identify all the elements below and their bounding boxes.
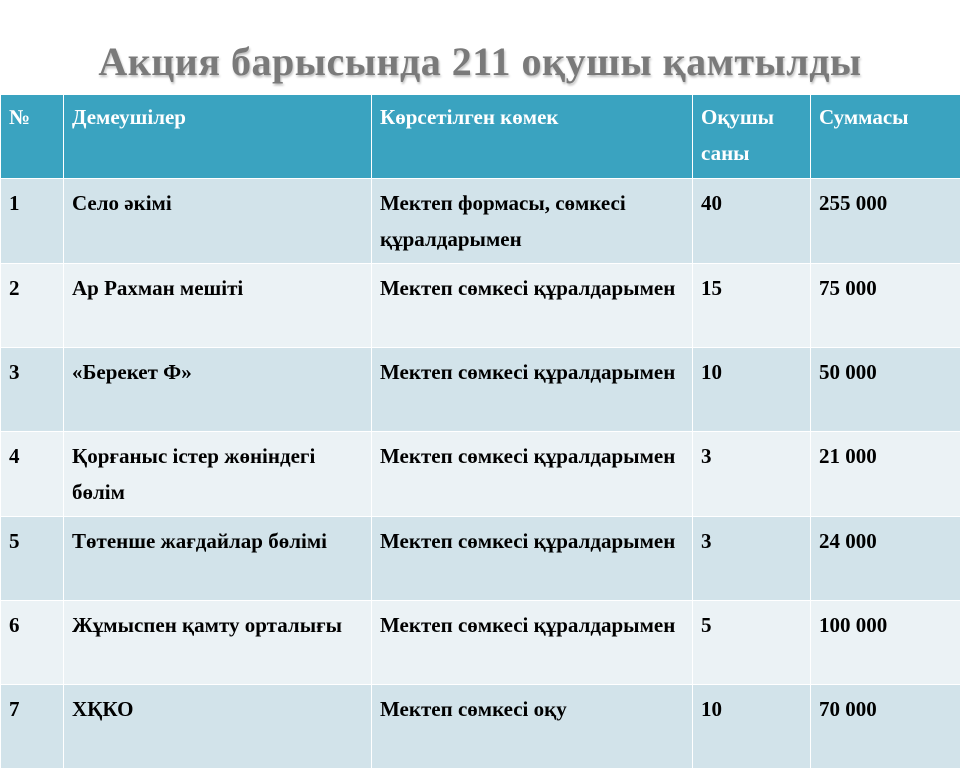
cell-amount: 50 000 bbox=[811, 348, 960, 432]
cell-amount: 70 000 bbox=[811, 685, 960, 769]
cell-help: Мектеп сөмкесі құралдарымен bbox=[372, 517, 693, 601]
header-sponsors: Демеушілер bbox=[64, 95, 372, 179]
cell-amount: 75 000 bbox=[811, 264, 960, 348]
cell-sponsor: «Берекет Ф» bbox=[64, 348, 372, 432]
cell-help: Мектеп сөмкесі оқу bbox=[372, 685, 693, 769]
cell-amount: 21 000 bbox=[811, 432, 960, 517]
cell-number: 2 bbox=[1, 264, 64, 348]
cell-student-count: 40 bbox=[693, 179, 811, 264]
cell-help: Мектеп сөмкесі құралдарымен bbox=[372, 432, 693, 517]
header-student-count: Оқушы саны bbox=[693, 95, 811, 179]
cell-student-count: 10 bbox=[693, 348, 811, 432]
cell-sponsor: Село әкімі bbox=[64, 179, 372, 264]
table-row bbox=[1, 685, 960, 769]
cell-help: Мектеп формасы, сөмкесі құралдарымен bbox=[372, 179, 693, 264]
cell-number: 3 bbox=[1, 348, 64, 432]
header-amount: Суммасы bbox=[811, 95, 960, 179]
cell-student-count: 3 bbox=[693, 517, 811, 601]
cell-student-count: 3 bbox=[693, 432, 811, 517]
cell-amount: 24 000 bbox=[811, 517, 960, 601]
cell-help: Мектеп сөмкесі құралдарымен bbox=[372, 601, 693, 685]
table-row bbox=[1, 432, 960, 517]
header-help-provided: Көрсетілген көмек bbox=[372, 95, 693, 179]
table-header-row bbox=[1, 95, 960, 179]
cell-number: 4 bbox=[1, 432, 64, 517]
cell-sponsor: Жұмыспен қамту орталығы bbox=[64, 601, 372, 685]
sponsors-table bbox=[0, 94, 960, 769]
cell-sponsor: Ар Рахман мешіті bbox=[64, 264, 372, 348]
cell-number: 7 bbox=[1, 685, 64, 769]
table-row bbox=[1, 517, 960, 601]
cell-help: Мектеп сөмкесі құралдарымен bbox=[372, 348, 693, 432]
slide-title: Акция барысында 211 оқушы қамтылды bbox=[0, 38, 960, 85]
cell-number: 1 bbox=[1, 179, 64, 264]
cell-sponsor: Төтенше жағдайлар бөлімі bbox=[64, 517, 372, 601]
cell-student-count: 15 bbox=[693, 264, 811, 348]
table-row bbox=[1, 348, 960, 432]
cell-student-count: 10 bbox=[693, 685, 811, 769]
table-row bbox=[1, 264, 960, 348]
table-row bbox=[1, 601, 960, 685]
cell-number: 6 bbox=[1, 601, 64, 685]
cell-sponsor: Қорғаныс істер жөніндегі бөлім bbox=[64, 432, 372, 517]
cell-sponsor: ХҚКО bbox=[64, 685, 372, 769]
cell-help: Мектеп сөмкесі құралдарымен bbox=[372, 264, 693, 348]
header-number: № bbox=[1, 95, 64, 179]
cell-student-count: 5 bbox=[693, 601, 811, 685]
cell-amount: 100 000 bbox=[811, 601, 960, 685]
cell-amount: 255 000 bbox=[811, 179, 960, 264]
table-row bbox=[1, 179, 960, 264]
cell-number: 5 bbox=[1, 517, 64, 601]
